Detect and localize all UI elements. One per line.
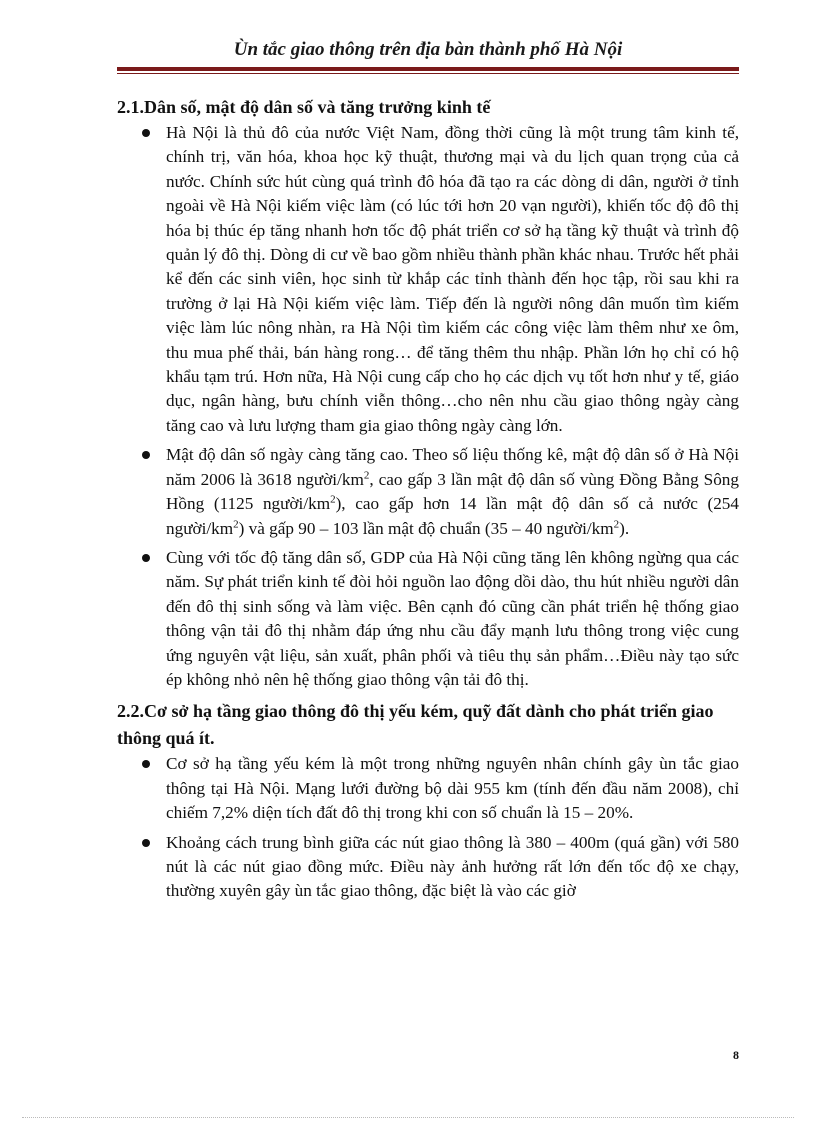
list-item [117, 546, 739, 692]
bullet-icon [142, 839, 150, 847]
paragraph-text: Cùng với tốc độ tăng dân số, GDP của Hà Nội cũng tăng lên không ngừng qua các năm. Sự phát triển kinh tế đòi hỏi nguồn lao động dồi dào, thu hút nhiều người dân đến đô thị sinh sống và làm việc. Bên cạnh đó cũng cần phát triển hệ thống giao thông vận tải đô thị nhằm đáp ứng nhu cầu đẩy mạnh lưu thông trong việc cung ứng nguyên vật liệu, sản xuất, phân phối và tiêu thụ sản phẩm…Điều này tạo sức ép không nhỏ nên hệ thống giao thông vận tải đô thị. [166, 547, 739, 689]
superscript: 2 [330, 493, 336, 506]
superscript: 2 [363, 468, 370, 481]
section-2-1-list [117, 121, 739, 692]
text-segment: ). [619, 518, 630, 538]
bullet-icon [142, 451, 150, 459]
bullet-icon [142, 554, 150, 562]
bullet-icon [142, 129, 150, 137]
text-segment: ), cao gấp hơn 14 lần mật độ dân số cả nước (254 người/km [166, 494, 739, 538]
paragraph-text [166, 445, 739, 537]
header-rule-thick [117, 67, 739, 71]
superscript: 2 [233, 517, 239, 530]
section-2-2-title: 2.2.Cơ sở hạ tầng giao thông đô thị yếu kém, quỹ đất dành cho phát triển giao thông quá ít. [117, 701, 714, 749]
list-item [117, 443, 739, 541]
text-segment: ) và gấp 90 – 103 lần mật độ chuẩn (35 – 40 người/km [238, 518, 614, 538]
header-rule-thin [117, 73, 739, 74]
superscript: 2 [613, 517, 620, 530]
paragraph-text: Khoảng cách trung bình giữa các nút giao thông là 380 – 400m (quá gần) với 580 nút là các nút giao đồng mức. Điều này ảnh hưởng rất lớn đến tốc độ xe chạy, thường xuyên gây ùn tắc giao thông, đặc biệt là vào các giờ [166, 832, 739, 901]
page-body [117, 94, 739, 909]
paragraph-text: Cơ sở hạ tầng yếu kém là một trong những nguyên nhân chính gây ùn tắc giao thông tại Hà Nội. Mạng lưới đường bộ dài 955 km (tính đến đầu năm 2008), chỉ chiếm 7,2% diện tích đất đô thị trong khi con số chuẩn là 15 – 20%. [166, 754, 739, 823]
footer-divider [22, 1117, 794, 1118]
paragraph-text: Hà Nội là thủ đô của nước Việt Nam, đồng thời cũng là một trung tâm kinh tế, chính trị, văn hóa, khoa học kỹ thuật, thương mại và du lịch quan trọng của cả nước. Chính sức hút cùng quá trình đô hóa đã tạo ra các dòng di dân, người ở tỉnh ngoài về Hà Nội kiếm việc làm (có lúc tới hơn 20 vạn người), khiến tốc độ đô thị hóa bị thúc ép tăng nhanh hơn tốc độ phát triển cơ sở hạ tầng kỹ thuật và trình độ quản lý đô thị. Dòng di cư về bao gồm nhiều thành phần khác nhau. Trước hết phải kể đến các sinh viên, học sinh từ khắp các tỉnh thành đến học tập, rồi sau khi ra trường ở lại Hà Nội kiếm việc làm. Tiếp đến là người nông dân muốn tìm kiếm việc làm lúc nông nhàn, ra Hà Nội tìm kiếm các công việc làm thêm như xe ôm, thu mua phế thải, bán hàng rong… để tăng thêm thu nhập. Phần lớn họ chỉ có hộ khẩu tạm trú. Hơn nữa, Hà Nội cung cấp cho họ các dịch vụ tốt hơn như y tế, giáo dục, ngân hàng, bưu chính viễn thông…cho nên nhu cầu giao thông ngày càng tăng cao và lưu lượng tham gia giao thông ngày càng lớn. [166, 123, 739, 435]
list-item [117, 752, 739, 825]
list-item [117, 121, 739, 438]
section-2-1-title: 2.1.Dân số, mật độ dân số và tăng trưởng kinh tế [117, 97, 491, 117]
section-2-2-list [117, 752, 739, 903]
list-item [117, 831, 739, 904]
running-header: Ùn tắc giao thông trên địa bàn thành phố Hà Nội [233, 39, 623, 60]
page-number: 8 [733, 1048, 739, 1062]
text-segment: , cao gấp 3 lần mật độ dân số vùng Đồng Bằng Sông Hồng (1125 người/km [166, 469, 739, 514]
text-segment: Mật độ dân số ngày càng tăng cao. Theo số liệu thống kê, mật độ dân số ở Hà Nội năm 2006 là 3618 người/km [166, 445, 739, 489]
bullet-icon [142, 760, 150, 768]
